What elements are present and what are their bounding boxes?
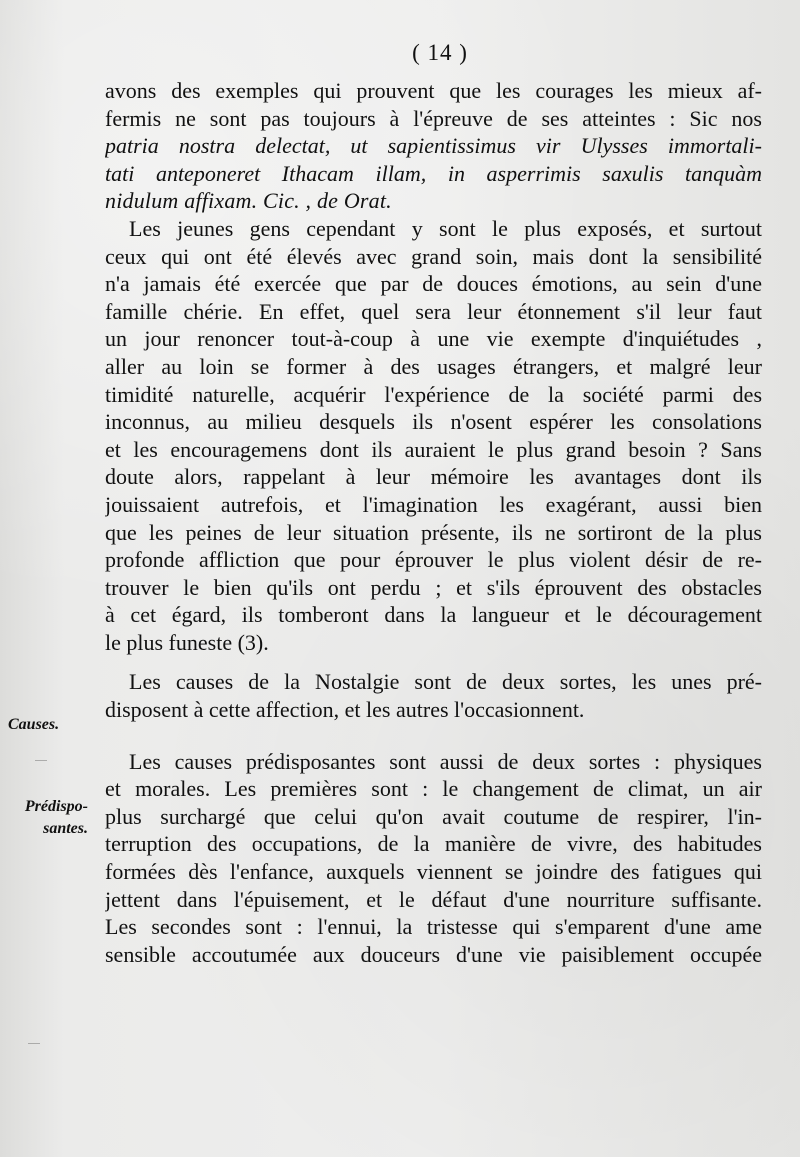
margin-mark [28,1043,40,1044]
text-line: formées dès l'enfance, auxquels viennent se joindre des fatigues qui [105,859,762,885]
marginal-note-text: Prédispo- santes. [24,798,88,837]
text-line: jettent dans l'épuisement, et le défaut d'une nourriture suffisante. [105,886,762,912]
text-line: inconnus, au milieu desquels ils n'osent espérer les consolations [105,409,762,435]
text-line: jouissaient autrefois, et l'imagination les exagérant, aussi bien [105,491,762,517]
text-line: avons des exemples qui prouvent que les courages les mieux af- [105,78,762,103]
predisposing-paragraph-line: Les causes prédisposantes sont aussi de deux sortes : physiques [129,748,762,774]
text-line: sensible accoutumée aux douceurs d'une vie paisiblement occupée [105,941,762,967]
text-line: doute alors, rappelant à leur mémoire les avantages dont ils [105,464,762,490]
citation-line: nidulum affixam. Cic. , de Orat. [105,188,392,214]
causes-paragraph-line: Les causes de la Nostalgie sont de deux sortes, les unes pré- [129,669,762,695]
paragraph-end-line: le plus funeste (3). [105,629,269,655]
text-line: et morales. Les premières sont : le changement de climat, un air [105,776,762,802]
text-line: trouver le bien qu'ils ont perdu ; et s'ils éprouvent des obstacles [105,574,762,600]
marginal-note-predisposantes [0,796,88,840]
text-line: famille chérie. En effet, quel sera leur étonnement s'il leur faut [105,298,762,324]
text-line: fermis ne sont pas toujours à l'épreuve de ses atteintes : Sic nos [105,105,762,131]
text-line: et les encouragemens dont ils auraient le plus grand besoin ? Sans [105,436,762,462]
causes-paragraph-line: disposent à cette affection, et les autres l'occasionnent. [105,697,585,723]
latin-quotation-line: tati anteponeret Ithacam illam, in asperrimis saxulis tanquàm [105,160,762,186]
main-text [105,77,762,968]
text-line: Les secondes sont : l'ennui, la tristesse qui s'emparent d'une ame [105,914,762,940]
text-line: à cet égard, ils tomberont dans la langueur et le découragement [105,602,762,628]
text-line: timidité naturelle, acquérir l'expérience de la société parmi des [105,381,762,407]
text-line: n'a jamais été exercée que par de douces émotions, au sein d'une [105,271,762,297]
paragraph-gap [105,724,762,748]
text-line: que les peines de leur situation présente, ils ne sortiront de la plus [105,519,762,545]
margin-mark [35,760,47,761]
paragraph-start-line: Les jeunes gens cependant y sont le plus exposés, et surtout [129,215,762,241]
paragraph-gap [105,656,762,668]
page-number: ( 14 ) [412,40,468,65]
text-line: aller au loin se former à des usages étrangers, et malgré leur [105,353,762,379]
latin-quotation-line: patria nostra delectat, ut sapientissimus vir Ulysses immortali- [105,133,762,159]
text-line: un jour renoncer tout-à-coup à une vie exempte d'inquiétudes , [105,326,762,352]
text-line: profonde affliction que pour éprouver le plus violent désir de re- [105,547,762,573]
text-line: ceux qui ont été élevés avec grand soin, mais dont la sensibilité [105,243,762,269]
text-line: plus surchargé que celui qu'on avait coutume de respirer, l'in- [105,803,762,829]
text-line: terruption des occupations, de la manière de vivre, des habitudes [105,831,762,857]
marginal-note-causes: Causes. [8,716,60,733]
